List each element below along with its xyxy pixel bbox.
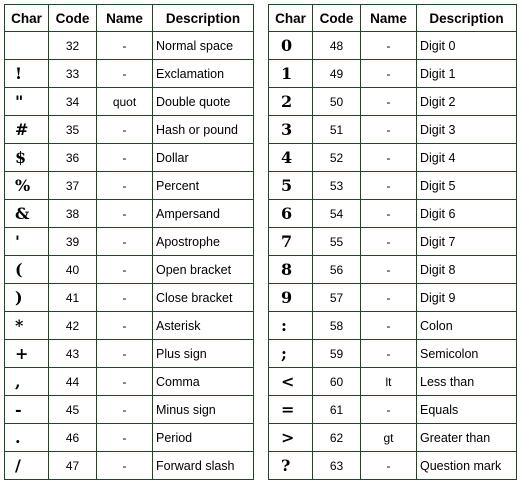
char-cell: . bbox=[5, 424, 49, 452]
table-row bbox=[5, 228, 254, 256]
code-cell: 61 bbox=[313, 396, 361, 424]
char-cell: 2 bbox=[269, 88, 313, 116]
name-cell: - bbox=[361, 452, 417, 480]
description-cell: Digit 0 bbox=[417, 32, 517, 60]
description-cell: Colon bbox=[417, 312, 517, 340]
code-cell: 44 bbox=[49, 368, 97, 396]
description-cell: Open bracket bbox=[153, 256, 254, 284]
table-row bbox=[269, 424, 517, 452]
char-cell: 7 bbox=[269, 228, 313, 256]
header-row bbox=[269, 5, 517, 32]
description-cell: Digit 8 bbox=[417, 256, 517, 284]
code-cell: 56 bbox=[313, 256, 361, 284]
table-row bbox=[5, 144, 254, 172]
name-cell: - bbox=[97, 256, 153, 284]
table-row bbox=[269, 144, 517, 172]
table-row bbox=[269, 452, 517, 480]
header-description: Description bbox=[153, 5, 254, 32]
char-cell: / bbox=[5, 452, 49, 480]
code-cell: 39 bbox=[49, 228, 97, 256]
description-cell: Dollar bbox=[153, 144, 254, 172]
char-cell: ; bbox=[269, 340, 313, 368]
char-cell: $ bbox=[5, 144, 49, 172]
table-row bbox=[5, 452, 254, 480]
name-cell: - bbox=[97, 144, 153, 172]
description-cell: Digit 3 bbox=[417, 116, 517, 144]
code-cell: 43 bbox=[49, 340, 97, 368]
description-cell: Period bbox=[153, 424, 254, 452]
header-row bbox=[5, 5, 254, 32]
ascii-table-right bbox=[268, 4, 517, 480]
name-cell: quot bbox=[97, 88, 153, 116]
name-cell: - bbox=[97, 228, 153, 256]
description-cell: Comma bbox=[153, 368, 254, 396]
description-cell: Plus sign bbox=[153, 340, 254, 368]
name-cell: - bbox=[361, 116, 417, 144]
table-row bbox=[5, 88, 254, 116]
description-cell: Digit 9 bbox=[417, 284, 517, 312]
table-row bbox=[5, 312, 254, 340]
description-cell: Digit 6 bbox=[417, 200, 517, 228]
code-cell: 40 bbox=[49, 256, 97, 284]
table-row bbox=[5, 340, 254, 368]
table-row bbox=[5, 256, 254, 284]
char-cell: > bbox=[269, 424, 313, 452]
char-cell: : bbox=[269, 312, 313, 340]
char-cell: ! bbox=[5, 60, 49, 88]
char-cell: ) bbox=[5, 284, 49, 312]
name-cell: - bbox=[361, 256, 417, 284]
description-cell: Question mark bbox=[417, 452, 517, 480]
name-cell: - bbox=[97, 200, 153, 228]
char-cell: + bbox=[5, 340, 49, 368]
table-row bbox=[5, 116, 254, 144]
table-row bbox=[269, 284, 517, 312]
table-row bbox=[5, 172, 254, 200]
name-cell: - bbox=[97, 172, 153, 200]
code-cell: 54 bbox=[313, 200, 361, 228]
header-char: Char bbox=[269, 5, 313, 32]
name-cell: - bbox=[97, 368, 153, 396]
char-cell: 4 bbox=[269, 144, 313, 172]
name-cell: - bbox=[97, 60, 153, 88]
table-row bbox=[5, 32, 254, 60]
table-row bbox=[269, 116, 517, 144]
code-cell: 60 bbox=[313, 368, 361, 396]
description-cell: Digit 2 bbox=[417, 88, 517, 116]
table-row bbox=[269, 312, 517, 340]
table-row bbox=[5, 200, 254, 228]
description-cell: Percent bbox=[153, 172, 254, 200]
table-row bbox=[5, 424, 254, 452]
code-cell: 51 bbox=[313, 116, 361, 144]
code-cell: 41 bbox=[49, 284, 97, 312]
description-cell: Close bracket bbox=[153, 284, 254, 312]
header-description: Description bbox=[417, 5, 517, 32]
code-cell: 57 bbox=[313, 284, 361, 312]
char-cell: 3 bbox=[269, 116, 313, 144]
description-cell: Exclamation bbox=[153, 60, 254, 88]
table-row bbox=[269, 228, 517, 256]
table-row bbox=[269, 396, 517, 424]
name-cell: - bbox=[97, 452, 153, 480]
name-cell: - bbox=[361, 228, 417, 256]
name-cell: - bbox=[361, 32, 417, 60]
char-cell: 5 bbox=[269, 172, 313, 200]
name-cell: - bbox=[97, 32, 153, 60]
name-cell: - bbox=[361, 88, 417, 116]
char-cell: ( bbox=[5, 256, 49, 284]
char-cell: 8 bbox=[269, 256, 313, 284]
ascii-table-left bbox=[4, 4, 254, 480]
description-cell: Equals bbox=[417, 396, 517, 424]
char-cell: 0 bbox=[269, 32, 313, 60]
description-cell: Digit 7 bbox=[417, 228, 517, 256]
description-cell: Hash or pound bbox=[153, 116, 254, 144]
table-row bbox=[269, 60, 517, 88]
description-cell: Apostrophe bbox=[153, 228, 254, 256]
char-cell: ? bbox=[269, 452, 313, 480]
table-row bbox=[269, 32, 517, 60]
name-cell: - bbox=[97, 396, 153, 424]
description-cell: Digit 5 bbox=[417, 172, 517, 200]
description-cell: Asterisk bbox=[153, 312, 254, 340]
table-row bbox=[5, 368, 254, 396]
code-cell: 55 bbox=[313, 228, 361, 256]
name-cell: - bbox=[361, 172, 417, 200]
char-cell: 6 bbox=[269, 200, 313, 228]
description-cell: Digit 1 bbox=[417, 60, 517, 88]
description-cell: Digit 4 bbox=[417, 144, 517, 172]
header-name: Name bbox=[361, 5, 417, 32]
table-row bbox=[5, 60, 254, 88]
code-cell: 52 bbox=[313, 144, 361, 172]
description-cell: Greater than bbox=[417, 424, 517, 452]
name-cell: - bbox=[361, 312, 417, 340]
char-cell: # bbox=[5, 116, 49, 144]
name-cell: - bbox=[361, 200, 417, 228]
name-cell: - bbox=[361, 396, 417, 424]
char-cell: 9 bbox=[269, 284, 313, 312]
table-row bbox=[5, 284, 254, 312]
name-cell: - bbox=[97, 340, 153, 368]
code-cell: 38 bbox=[49, 200, 97, 228]
name-cell: - bbox=[361, 284, 417, 312]
name-cell: - bbox=[361, 60, 417, 88]
char-cell: , bbox=[5, 368, 49, 396]
char-cell: - bbox=[5, 396, 49, 424]
code-cell: 63 bbox=[313, 452, 361, 480]
code-cell: 50 bbox=[313, 88, 361, 116]
char-cell: = bbox=[269, 396, 313, 424]
table-row bbox=[269, 88, 517, 116]
char-cell bbox=[5, 32, 49, 60]
code-cell: 33 bbox=[49, 60, 97, 88]
header-name: Name bbox=[97, 5, 153, 32]
code-cell: 49 bbox=[313, 60, 361, 88]
table-row bbox=[269, 340, 517, 368]
code-cell: 32 bbox=[49, 32, 97, 60]
name-cell: - bbox=[361, 144, 417, 172]
code-cell: 37 bbox=[49, 172, 97, 200]
table-row bbox=[269, 200, 517, 228]
char-cell: 1 bbox=[269, 60, 313, 88]
table-row bbox=[5, 396, 254, 424]
char-cell: < bbox=[269, 368, 313, 396]
description-cell: Normal space bbox=[153, 32, 254, 60]
code-cell: 62 bbox=[313, 424, 361, 452]
header-code: Code bbox=[49, 5, 97, 32]
name-cell: lt bbox=[361, 368, 417, 396]
code-cell: 53 bbox=[313, 172, 361, 200]
description-cell: Less than bbox=[417, 368, 517, 396]
description-cell: Double quote bbox=[153, 88, 254, 116]
code-cell: 45 bbox=[49, 396, 97, 424]
table-row bbox=[269, 256, 517, 284]
description-cell: Semicolon bbox=[417, 340, 517, 368]
code-cell: 48 bbox=[313, 32, 361, 60]
description-cell: Minus sign bbox=[153, 396, 254, 424]
table-body-right bbox=[269, 32, 517, 480]
table-row bbox=[269, 172, 517, 200]
name-cell: - bbox=[361, 340, 417, 368]
char-cell: ' bbox=[5, 228, 49, 256]
name-cell: gt bbox=[361, 424, 417, 452]
char-cell: * bbox=[5, 312, 49, 340]
name-cell: - bbox=[97, 116, 153, 144]
code-cell: 35 bbox=[49, 116, 97, 144]
code-cell: 46 bbox=[49, 424, 97, 452]
name-cell: - bbox=[97, 312, 153, 340]
header-char: Char bbox=[5, 5, 49, 32]
name-cell: - bbox=[97, 424, 153, 452]
table-body-left bbox=[5, 32, 254, 480]
code-cell: 34 bbox=[49, 88, 97, 116]
description-cell: Forward slash bbox=[153, 452, 254, 480]
code-cell: 42 bbox=[49, 312, 97, 340]
code-cell: 36 bbox=[49, 144, 97, 172]
code-cell: 47 bbox=[49, 452, 97, 480]
char-cell: & bbox=[5, 200, 49, 228]
code-cell: 59 bbox=[313, 340, 361, 368]
char-cell: " bbox=[5, 88, 49, 116]
description-cell: Ampersand bbox=[153, 200, 254, 228]
header-code: Code bbox=[313, 5, 361, 32]
table-row bbox=[269, 368, 517, 396]
code-cell: 58 bbox=[313, 312, 361, 340]
name-cell: - bbox=[97, 284, 153, 312]
char-cell: % bbox=[5, 172, 49, 200]
